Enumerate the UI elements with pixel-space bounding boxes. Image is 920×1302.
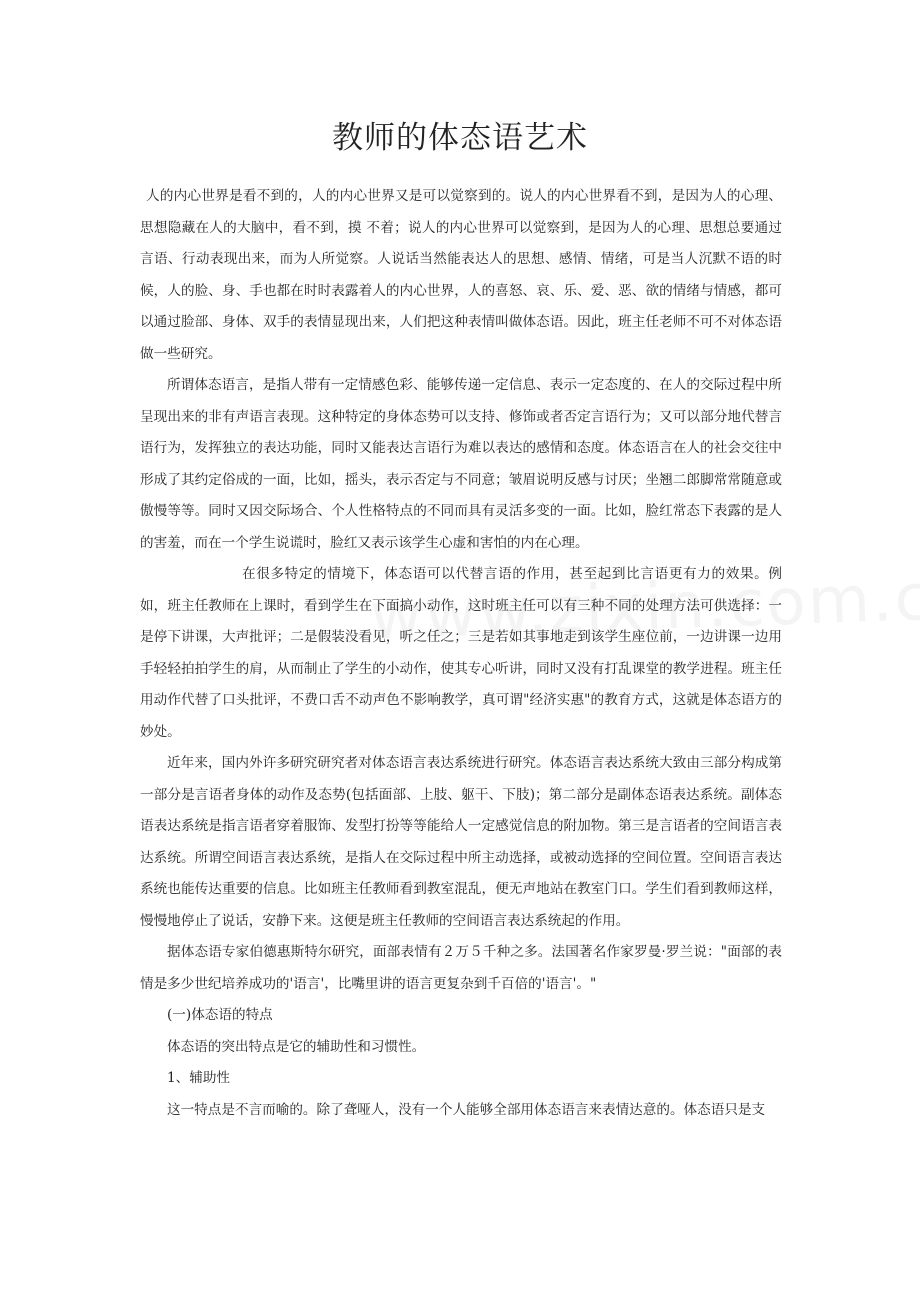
- paragraph-intro: 人的内心世界是看不到的，人的内心世界又是可以觉察到的。说人的内心世界看不到，是因为人的心理、思想隐藏在人的大脑中，看不到，摸 不着；说人的内心世界可以觉察到，是因为人的心理、思想总要通过言语、行动表现出来，而为人所觉察。人说话当然能表达人的思想、感情、情绪，可是当人沉默不语的时候，人的脸、身、手也都在时时表露着人的内心世界，人的喜怒、哀、乐、爱、恶、欲的情绪与情感，都可以通过脸部、身体、双手的表情显现出来，人们把这种表情叫做体态语。因此，班主任老师不可不对体态语做一些研究。: [140, 188, 782, 362]
- paragraph-features-summary: 体态语的突出特点是它的辅助性和习惯性。: [167, 1038, 426, 1055]
- paragraph-definition: 所谓体态语言，是指人带有一定情感色彩、能够传递一定信息、表示一定态度的、在人的交际过程中所呈现出来的非有声语言表现。这种特定的身体态势可以支持、修饰或者否定言语行为；又可以部分地代替言语行为，发挥独立的表达功能，同时又能表达言语行为难以表达的感情和态度。体态语言在人的社会交往中形成了其约定俗成的一面，比如，摇头，表示否定与不同意；皱眉说明反感与讨厌；坐翘二郎脚常常随意或傲慢等等。同时又因交际场合、个人性格特点的不同而具有灵活多变的一面。比如，脸红常态下表露的是人的害羞，而在一个学生说谎时，脸红又表示该学生心虚和害怕的内在心理。: [140, 377, 782, 551]
- document-body: [140, 181, 782, 1126]
- page-title: 教师的体态语艺术: [332, 120, 588, 156]
- paragraph-substitution: 在很多特定的情境下，体态语可以代替言语的作用，甚至起到比言语更有力的效果。例如，班主任教师在上课时，看到学生在下面搞小动作，这时班主任可以有三种不同的处理方法可供选择：一是停下讲课，大声批评；二是假装没看见，听之任之；三是若如其事地走到该学生座位前，一边讲课一边用手轻轻拍拍学生的肩，从而制止了学生的小动作，使其专心听讲，同时又没有打乱课堂的教学进程。班主任用动作代替了口头批评，不费口舌不动声色不影响教学，真可谓"经济实惠"的教育方式，这就是体态语方的妙处。: [140, 566, 782, 740]
- subheading-auxiliary: 1、辅助性: [167, 1070, 231, 1086]
- section-heading-features: (一)体态语的特点: [167, 1007, 273, 1023]
- paragraph-systems: 近年来，国内外许多研究研究者对体态语言表达系统进行研究。体态语言表达系统大致由三部分构成第一部分是言语者身体的动作及态势(包括面部、上肢、躯干、下肢)；第二部分是副体态语表达系统。副体态语表达系统是指言语者穿着服饰、发型打扮等等能给人一定感觉信息的附加物。第三是言语者的空间语言表达系统。所谓空间语言表达系统，是指人在交际过程中所主动选择，或被动选择的空间位置。空间语言表达系统也能传达重要的信息。比如班主任教师看到教室混乱，便无声地站在教室门口。学生们看到教师这样，慢慢地停止了说话，安静下来。这便是班主任教师的空间语言表达系统起的作用。: [140, 755, 782, 929]
- paragraph-auxiliary: 这一特点是不言而喻的。除了聋哑人，没有一个人能够全部用体态语言来表情达意的。体态语只是支: [167, 1101, 766, 1118]
- paragraph-facial-expressions: 据体态语专家伯德惠斯特尔研究，面部表情有２万５千种之多。法国著名作家罗曼·罗兰说："面部的表情是多少世纪培养成功的'语言'，比嘴里讲的语言更复杂到千百倍的'语言'。": [140, 944, 782, 992]
